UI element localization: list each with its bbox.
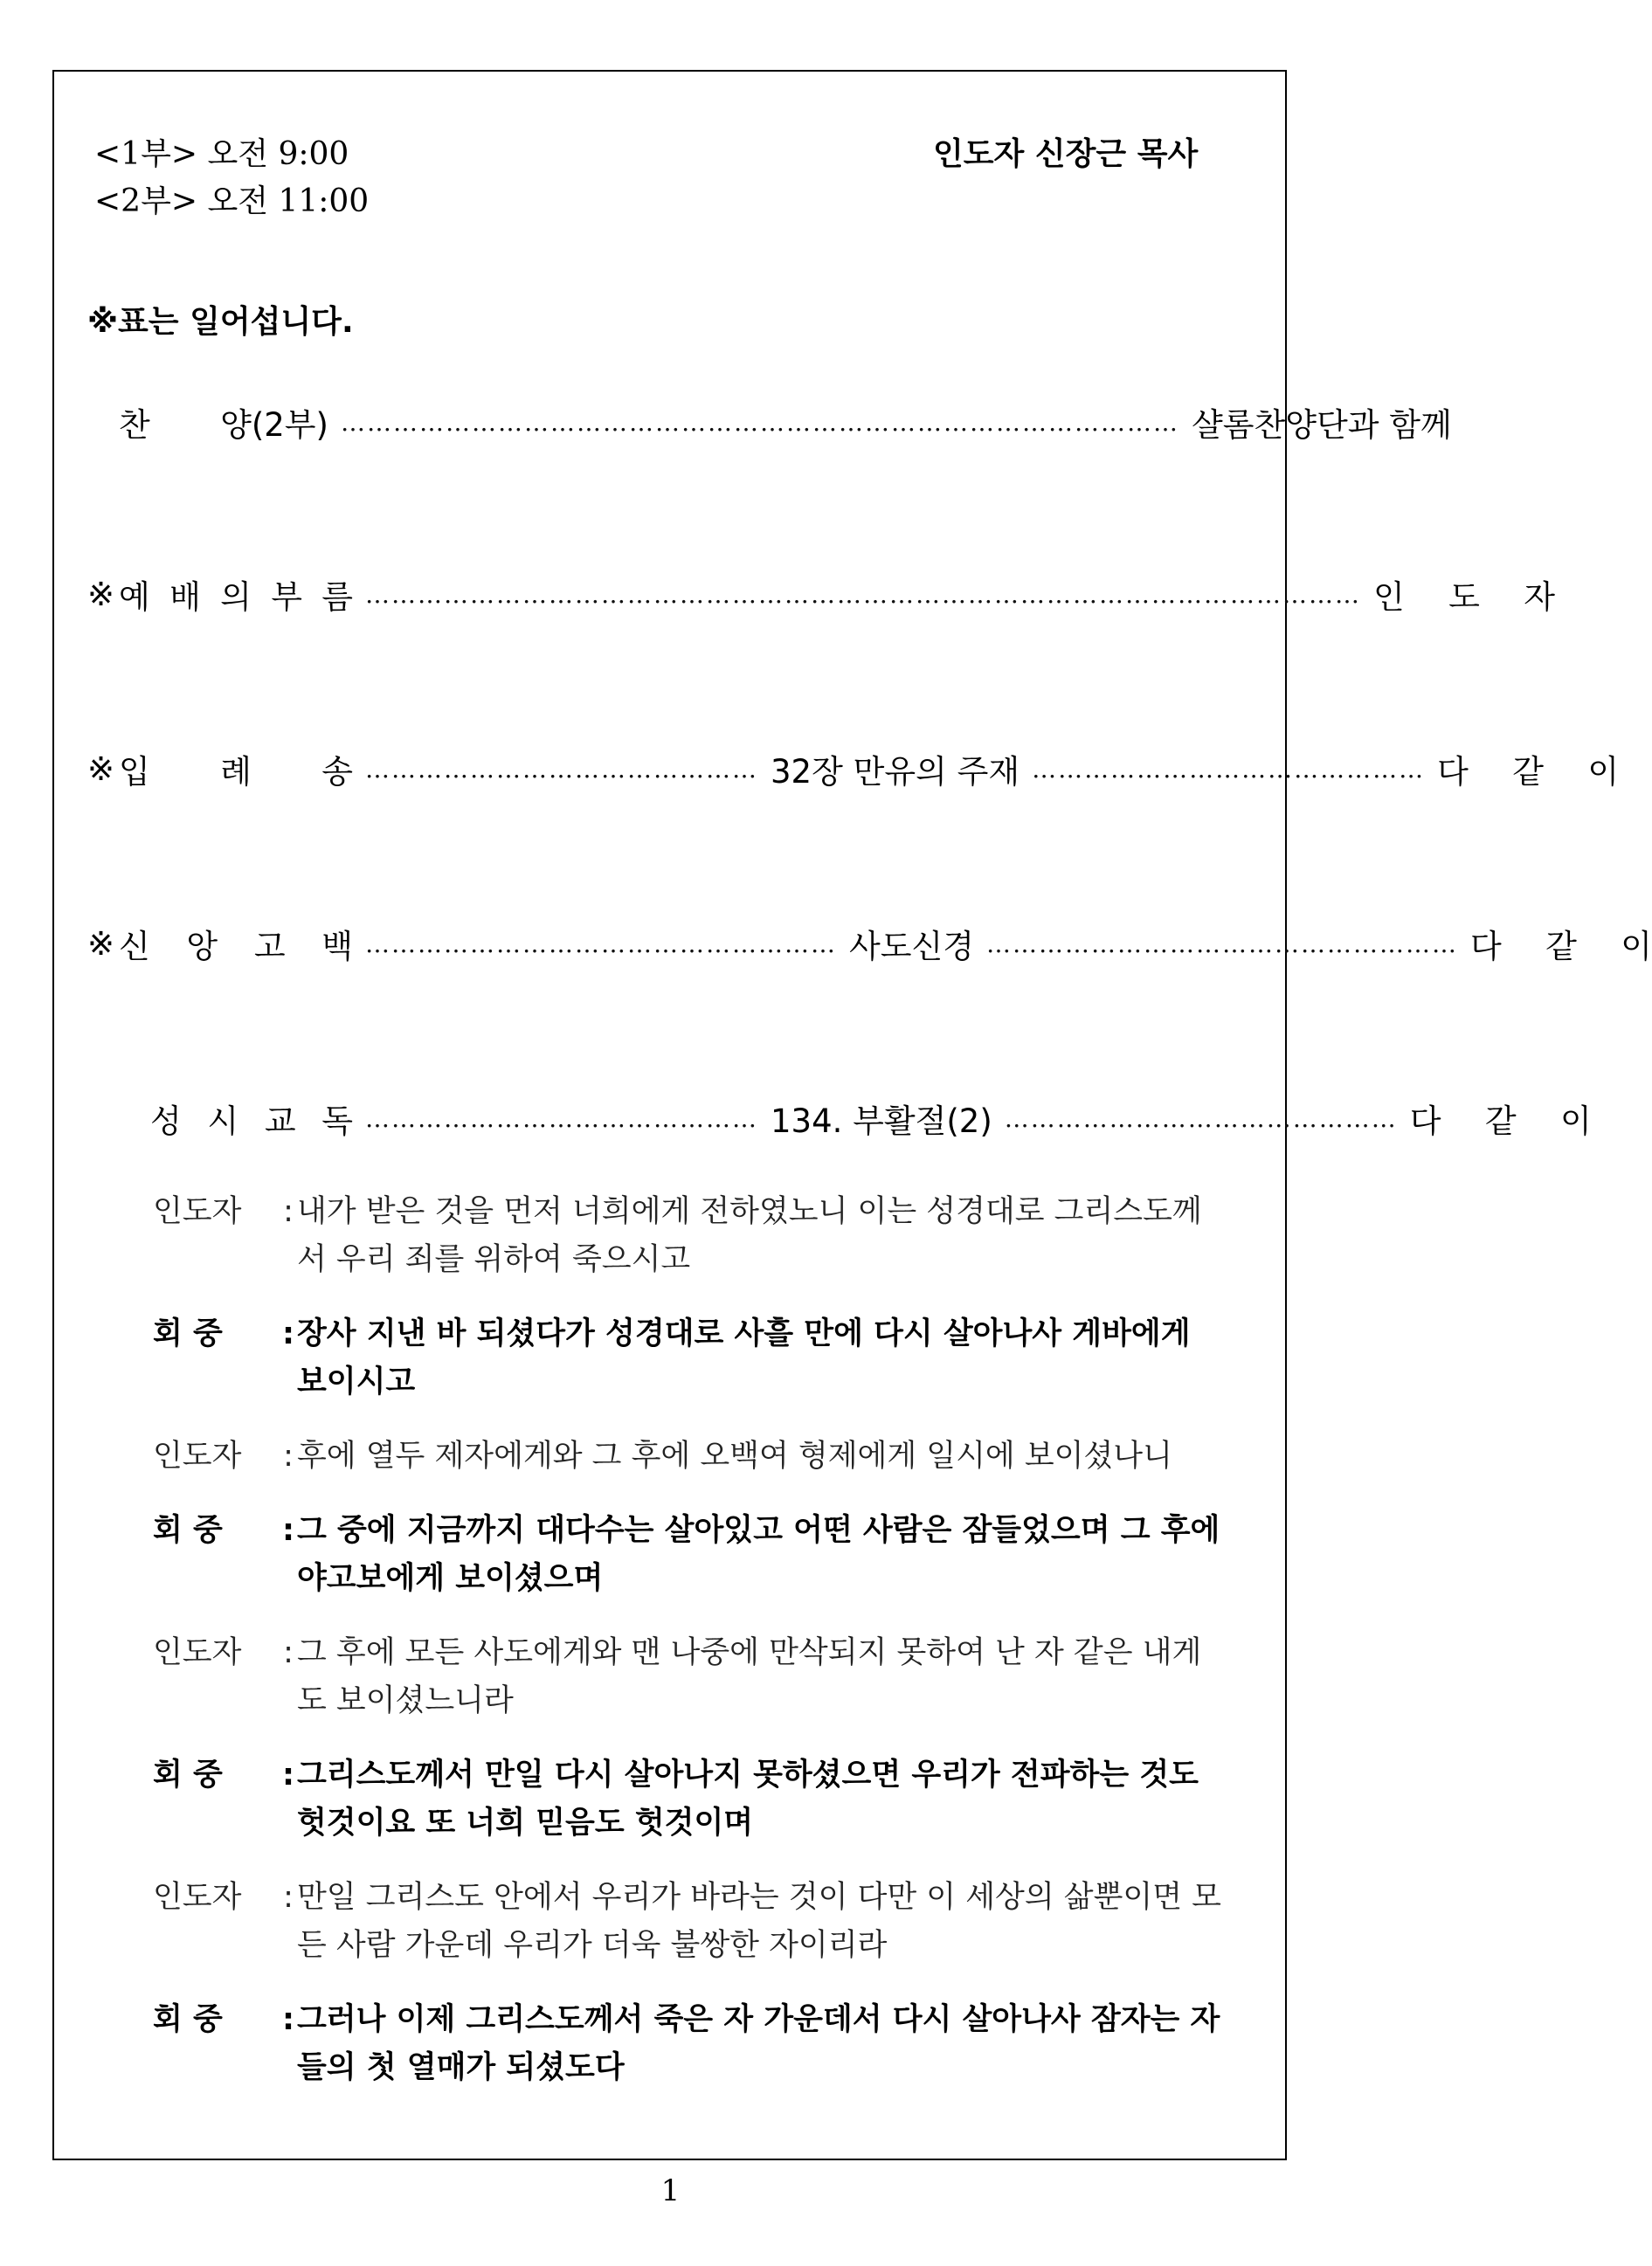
- reading-line: [153, 1751, 1227, 1848]
- reading-text: 만일 그리스도 안에서 우리가 바라는 것이 다만 이 세상의 삶뿐이면 모든 사람 가운데 우리가 더욱 불쌍한 자이리라: [297, 1880, 1221, 1963]
- reading-line: [153, 1996, 1227, 2092]
- order-item-who: 다 같 이: [1409, 1102, 1592, 1140]
- order-item-call-to-worship: [87, 572, 1555, 616]
- reading-line: [153, 1188, 1227, 1284]
- reading-text: 그러나 이제 그리스도께서 죽은 자 가운데서 다시 살아나사 잠자는 자들의 첫 열매가 되셨도다: [297, 2002, 1220, 2085]
- reading-line: [153, 1507, 1227, 1603]
- order-item-title: 찬 양(2부): [119, 406, 328, 444]
- leader-dots: ………………………………………………: [365, 929, 837, 958]
- reading-text: 그 중에 지금까지 대다수는 살아있고 어떤 사람은 잠들었으며 그 후에 야고보에게 보이셨으며: [297, 1513, 1220, 1596]
- reading-line: [153, 1874, 1227, 1970]
- leader-dots: ……………………………………………………………………………………………………: [365, 579, 1361, 609]
- leader-dots: ………………………………………: [365, 754, 758, 784]
- standing-mark: ※: [87, 575, 115, 613]
- reading-text: 그 후에 모든 사도에게와 맨 나중에 만삭되지 못하여 난 자 같은 내게도 보이셨느니라: [297, 1635, 1202, 1718]
- order-item-praise: [87, 400, 1452, 444]
- order-item-who: 인 도 자: [1373, 578, 1555, 616]
- reading-text: 그리스도께서 만일 다시 살아나지 못하셨으면 우리가 전파하는 것도 헛것이요 또 너희 믿음도 헛것이며: [297, 1758, 1199, 1841]
- order-item-who: 샬롬찬양단과 함께: [1192, 406, 1452, 444]
- order-item-creed: [87, 922, 1652, 965]
- reading-colon: :: [283, 1880, 294, 1915]
- reading-text: 내가 받은 것을 먼저 너희에게 전하였노니 이는 성경대로 그리스도께서 우리 죄를 위하여 죽으시고: [297, 1194, 1202, 1277]
- standing-mark: ※: [87, 750, 115, 788]
- reading-colon: :: [282, 1758, 294, 1793]
- reading-title: 134. 부활절(2): [771, 1102, 992, 1140]
- order-item-title: 신 앙 고 백: [119, 928, 353, 965]
- hymn-title: 32장 만유의 주재: [771, 753, 1020, 791]
- reading-colon: :: [282, 2002, 294, 2037]
- order-item-title: 입 례 송: [119, 753, 353, 791]
- reading-speaker: 인도자: [153, 1194, 242, 1229]
- reading-line: [153, 1629, 1227, 1725]
- creed-title: 사도신경: [849, 928, 974, 965]
- leader-dots: ……………………………………………………………………………………: [341, 407, 1179, 437]
- reading-speaker: 회 중: [153, 1513, 223, 1548]
- order-item-title: 예 배 의 부 름: [119, 578, 353, 616]
- reading-line: [153, 1310, 1227, 1406]
- order-item-who: 다 같 이: [1469, 928, 1652, 965]
- service-time-1: <1부> 오전 9:00: [94, 136, 349, 172]
- reading-colon: :: [283, 1439, 294, 1474]
- reading-line: [153, 1433, 1227, 1481]
- reading-colon: :: [282, 1513, 294, 1548]
- reading-speaker: 회 중: [153, 2002, 223, 2037]
- page-number: 1: [660, 2173, 681, 2208]
- reading-speaker: 인도자: [153, 1635, 242, 1670]
- reading-colon: :: [282, 1316, 294, 1351]
- service-time-2: <2부> 오전 11:00: [94, 183, 370, 219]
- standing-mark: ※: [87, 924, 115, 963]
- reading-colon: :: [283, 1194, 294, 1229]
- leader-dots: ………………………………………: [1032, 754, 1426, 784]
- reading-text: 후에 열두 제자에게와 그 후에 오백여 형제에게 일시에 보이셨나니: [297, 1439, 1172, 1474]
- reading-text: 장사 지낸 바 되셨다가 성경대로 사흘 만에 다시 살아나사 게바에게 보이시고: [297, 1316, 1191, 1399]
- order-item-who: 다 같 이: [1437, 753, 1620, 791]
- leader-dots: ………………………………………: [1004, 1103, 1398, 1133]
- standing-note: ※표는 일어섭니다.: [87, 304, 354, 340]
- leader-dots: ………………………………………………: [985, 929, 1458, 958]
- order-item-responsive-reading: [87, 1096, 1592, 1140]
- order-item-opening-hymn: [87, 747, 1620, 791]
- worship-leader: 인도자 신장근 목사: [933, 136, 1199, 172]
- reading-speaker: 회 중: [153, 1316, 223, 1351]
- reading-colon: :: [283, 1635, 294, 1670]
- order-item-title: 성 시 교 독: [150, 1102, 353, 1140]
- reading-speaker: 인도자: [153, 1880, 242, 1915]
- reading-speaker: 인도자: [153, 1439, 242, 1474]
- reading-speaker: 회 중: [153, 1758, 223, 1793]
- leader-dots: ………………………………………: [365, 1103, 758, 1133]
